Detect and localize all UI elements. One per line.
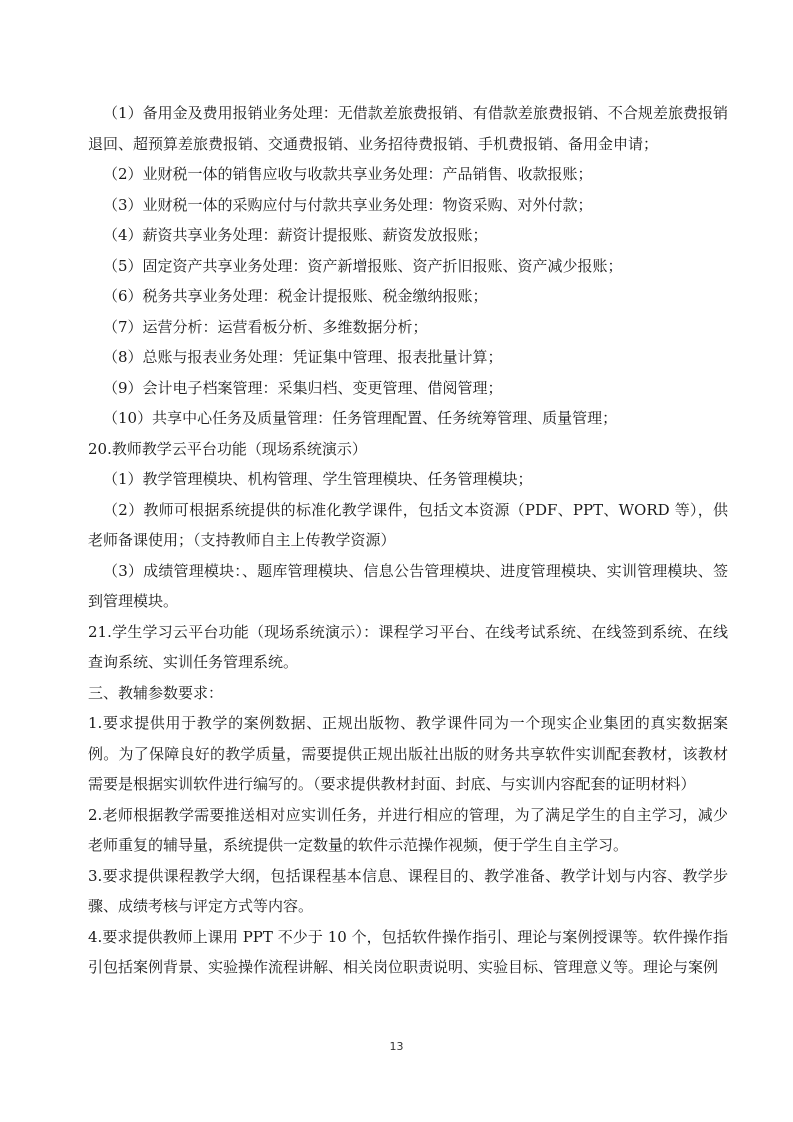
page-number: 13 (389, 1040, 404, 1053)
section-student-platform: 21.学生学习云平台功能（现场系统演示）：课程学习平台、在线考试系统、在线签到系统、在线查询系统、实训任务管理系统。 (88, 622, 728, 671)
paragraph-courseware: （2）教师可根据系统提供的标准化教学课件，包括文本资源（PDF、PPT、WORD 等），供老师备课使用；（支持教师自主上传教学资源） (88, 500, 728, 549)
paragraph-ledger-reports: （8）总账与报表业务处理：凭证集中管理、报表批量计算； (103, 348, 503, 366)
paragraph-requirement-1: 1.要求提供用于教学的案例数据、正规出版物、教学课件同为一个现实企业集团的真实数据案例。为了保障良好的教学质量，需要提供正规出版社出版的财务共享软件实训配套教材，该教材需要是根据实训软件进行编写的。（要求提供教材封面、封底、与实训内容配套的证明材料） (88, 714, 728, 793)
paragraph-fixed-assets: （5）固定资产共享业务处理：资产新增报账、资产折旧报账、资产减少报账； (103, 256, 623, 275)
section-teaching-aid-heading: 三、教辅参数要求： (88, 683, 224, 702)
paragraph-e-archives: （9）会计电子档案管理：采集归档、变更管理、借阅管理； (103, 378, 503, 397)
paragraph-requirement-4: 4.要求提供教师上课用 PPT 不少于 10 个，包括软件操作指引、理论与案例授课等。软件操作指引包括案例背景、实验操作流程讲解、相关岗位职责说明、实验目标、管理意义等。理论与案例 (88, 927, 728, 976)
paragraph-teaching-modules: （1）教学管理模块、机构管理、学生管理模块、任务管理模块； (103, 470, 533, 488)
paragraph-salary-sharing: （4）薪资共享业务处理：薪资计提报账、薪资发放报账； (103, 226, 488, 244)
paragraph-grade-management: （3）成绩管理模块：、题库管理模块、信息公告管理模块、进度管理模块、实训管理模块、签到管理模块。 (88, 561, 728, 610)
paragraph-operations-analysis: （7）运营分析：运营看板分析、多维数据分析； (103, 317, 428, 336)
paragraph-requirement-2: 2.老师根据教学需要推送相对应实训任务，并进行相应的管理，为了满足学生的自主学习，减少老师重复的辅导量，系统提供一定数量的软件示范操作视频，便于学生自主学习。 (88, 805, 728, 854)
paragraph-tax-sharing: （6）税务共享业务处理：税金计提报账、税金缴纳报账； (103, 287, 488, 305)
paragraph-purchase-payable: （3）业财税一体的采购应付与付款共享业务处理：物资采购、对外付款； (103, 195, 593, 214)
section-teacher-platform-heading: 20.教师教学云平台功能（现场系统演示） (88, 439, 367, 458)
document-body (88, 98, 728, 983)
paragraph-sales-receivable: （2）业财税一体的销售应收与收款共享业务处理：产品销售、收款报账； (103, 165, 593, 183)
paragraph-requirement-3: 3.要求提供课程教学大纲，包括课程基本信息、课程目的、教学准备、教学计划与内容、教学步骤、成绩考核与评定方式等内容。 (88, 866, 728, 915)
paragraph-task-quality: （10）共享中心任务及质量管理：任务管理配置、任务统筹管理、质量管理； (103, 409, 618, 427)
paragraph-expense-reimbursement: （1）备用金及费用报销业务处理：无借款差旅费报销、有借款差旅费报销、不合规差旅费报销退回、超预算差旅费报销、交通费报销、业务招待费报销、手机费报销、备用金申请； (88, 104, 728, 153)
